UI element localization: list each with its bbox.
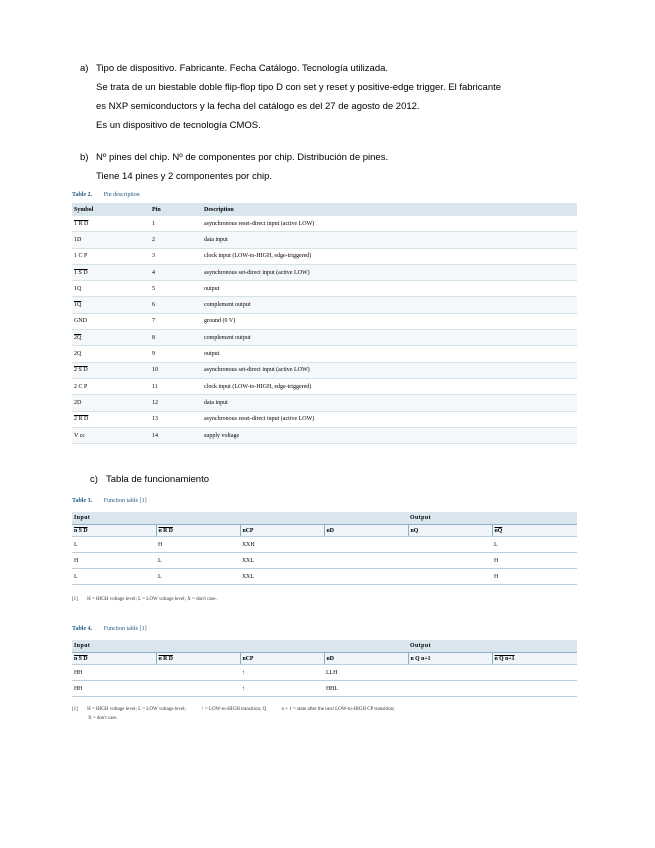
- table-row: [72, 264, 577, 280]
- table-cell: HH: [72, 681, 156, 697]
- pin-number: 12: [150, 395, 202, 411]
- pin-description-table: [72, 203, 577, 444]
- table-cell: [324, 537, 408, 553]
- output-group-header: Output: [408, 640, 577, 653]
- section-a-body-line: es NXP semiconductors y la fecha del catálogo es del 27 de agosto de 2012.: [96, 101, 420, 112]
- table-row: [72, 537, 577, 553]
- footnote-text: H = HIGH voltage level; L = LOW voltage level; X = don't care.: [87, 597, 217, 602]
- table-cell: H: [156, 537, 240, 553]
- footnote-mark: [1]: [72, 597, 78, 602]
- pin-symbol: GND: [72, 313, 150, 329]
- table-cell: H: [492, 553, 577, 569]
- pin-number: 1: [150, 216, 202, 232]
- table-cell: [408, 681, 492, 697]
- pin-number: 6: [150, 297, 202, 313]
- table-cell: ↑: [240, 665, 324, 681]
- function-table-3-caption-title: Function table [1]: [103, 498, 147, 504]
- table-cell: XXL: [240, 569, 324, 585]
- table-cell: [324, 553, 408, 569]
- pin-symbol: 1 S D: [72, 264, 150, 280]
- function-table-4-caption: [72, 626, 147, 632]
- column-header-row: [72, 525, 577, 537]
- section-a-label: a): [80, 63, 89, 74]
- table-cell: L: [492, 537, 577, 553]
- table-cell: [408, 569, 492, 585]
- table-row: [72, 248, 577, 264]
- table-row: [72, 346, 577, 362]
- table-cell: [156, 681, 240, 697]
- input-group-header: Input: [72, 512, 408, 525]
- pin-description: complement output: [202, 297, 577, 313]
- pin-table-header: Description: [202, 203, 577, 216]
- footnote-text: X = don't care.: [88, 716, 118, 721]
- column-header: n R D: [156, 653, 240, 665]
- table-row: [72, 681, 577, 697]
- table-cell: H: [492, 569, 577, 585]
- group-header-row: [72, 640, 577, 653]
- pin-description: clock input (LOW-to-HIGH, edge-triggered): [202, 378, 577, 394]
- function-table-4-caption-title: Function table [1]: [103, 626, 147, 632]
- pin-number: 11: [150, 378, 202, 394]
- pin-number: 7: [150, 313, 202, 329]
- function-table-3-caption: [72, 498, 147, 504]
- pin-table-caption: [72, 192, 140, 198]
- table-cell: L: [72, 537, 156, 553]
- table-cell: [492, 681, 577, 697]
- pin-description: supply voltage: [202, 427, 577, 443]
- pin-symbol: 1 C P: [72, 248, 150, 264]
- table-cell: ↑: [240, 681, 324, 697]
- table-cell: LLH: [324, 665, 408, 681]
- table-row: [72, 665, 577, 681]
- table-cell: L: [156, 569, 240, 585]
- footnote-text: H = HIGH voltage level; L = LOW voltage level;: [87, 707, 186, 712]
- column-header: nD: [324, 653, 408, 665]
- table-row: [72, 330, 577, 346]
- table-cell: [492, 665, 577, 681]
- column-header: nQ: [408, 525, 492, 537]
- pin-number: 4: [150, 264, 202, 280]
- section-c-label: c): [90, 474, 98, 485]
- table-row: [72, 281, 577, 297]
- pin-description: data input: [202, 232, 577, 248]
- pin-description: asynchronous set-direct input (active LOW): [202, 264, 577, 280]
- table-cell: XXL: [240, 553, 324, 569]
- pin-description: data input: [202, 395, 577, 411]
- table-cell: L: [72, 569, 156, 585]
- pin-description: output: [202, 281, 577, 297]
- pin-symbol: 1 R D: [72, 216, 150, 232]
- pin-description: output: [202, 346, 577, 362]
- table-cell: L: [156, 553, 240, 569]
- column-header: nCP: [240, 653, 324, 665]
- pin-number: 13: [150, 411, 202, 427]
- function-table-4-caption-number: Table 4.: [72, 626, 93, 632]
- pin-number: 2: [150, 232, 202, 248]
- section-c-title: Tabla de funcionamiento: [106, 474, 209, 485]
- column-header: n Q n+1: [492, 653, 577, 665]
- column-header: n S D: [72, 525, 156, 537]
- table-row: [72, 395, 577, 411]
- column-header-row: [72, 653, 577, 665]
- pin-number: 8: [150, 330, 202, 346]
- pin-description: complement output: [202, 330, 577, 346]
- table-cell: H: [72, 553, 156, 569]
- table-row: [72, 411, 577, 427]
- pin-symbol: 2 R D: [72, 411, 150, 427]
- table-cell: [408, 665, 492, 681]
- footnote-text: n + 1 = state after the next LOW-to-HIGH CP transition;: [281, 707, 395, 712]
- section-a-body-line: Es un dispositivo de tecnología CMOS.: [96, 120, 261, 131]
- table-row: [72, 553, 577, 569]
- table-cell: [408, 537, 492, 553]
- function-table-4-footnote-line-2: [88, 716, 118, 721]
- pin-table-caption-number: Table 2.: [72, 192, 93, 198]
- table-cell: [156, 665, 240, 681]
- column-header: nCP: [240, 525, 324, 537]
- pin-symbol: 2Q: [72, 346, 150, 362]
- table-cell: HHL: [324, 681, 408, 697]
- section-b-body-line: Tiene 14 pines y 2 componentes por chip.: [96, 171, 273, 182]
- column-header: n Q n+1: [408, 653, 492, 665]
- function-table-3-footnote: [72, 597, 217, 602]
- section-b-title: Nº pines del chip. Nº de componentes por chip. Distribución de pines.: [96, 152, 389, 163]
- pin-table-header: Pin: [150, 203, 202, 216]
- output-group-header: Output: [408, 512, 577, 525]
- pin-symbol: 1Q: [72, 281, 150, 297]
- pin-number: 9: [150, 346, 202, 362]
- pin-number: 14: [150, 427, 202, 443]
- table-row: [72, 569, 577, 585]
- column-header: $\overline{nQ}$: [492, 525, 577, 537]
- table-row: [72, 232, 577, 248]
- pin-symbol: 1Q: [72, 297, 150, 313]
- table-row: [72, 378, 577, 394]
- function-table-3: [72, 512, 577, 585]
- table-row: [72, 362, 577, 378]
- table-row: [72, 427, 577, 443]
- function-table-4-footnote: [72, 707, 395, 712]
- table-cell: [408, 553, 492, 569]
- column-header: nD: [324, 525, 408, 537]
- table-row: [72, 216, 577, 232]
- table-row: [72, 297, 577, 313]
- footnote-text: ↑ = LOW-to-HIGH transition; Q: [201, 707, 267, 712]
- pin-number: 10: [150, 362, 202, 378]
- table-cell: HH: [72, 665, 156, 681]
- pin-description: asynchronous reset-direct input (active LOW): [202, 411, 577, 427]
- pin-table-caption-title: Pin description: [103, 192, 140, 198]
- function-table-3-caption-number: Table 3.: [72, 498, 93, 504]
- pin-symbol: 2Q: [72, 330, 150, 346]
- pin-description: asynchronous set-direct input (active LOW): [202, 362, 577, 378]
- pin-symbol: V cc: [72, 427, 150, 443]
- footnote-mark: [1]: [72, 707, 78, 712]
- function-table-4: [72, 640, 577, 697]
- section-a-body-line: Se trata de un biestable doble flip-flop tipo D con set y reset y positive-edge trigger. El fabricante: [96, 82, 502, 93]
- column-header: n S D: [72, 653, 156, 665]
- pin-number: 5: [150, 281, 202, 297]
- group-header-row: [72, 512, 577, 525]
- pin-symbol: 2 S D: [72, 362, 150, 378]
- table-row: [72, 313, 577, 329]
- pin-description: ground (0 V): [202, 313, 577, 329]
- section-b-label: b): [80, 152, 89, 163]
- pin-number: 3: [150, 248, 202, 264]
- section-a-title: Tipo de dispositivo. Fabricante. Fecha Catálogo. Tecnología utilizada.: [96, 63, 389, 74]
- pin-description: asynchronous reset-direct input (active LOW): [202, 216, 577, 232]
- pin-description: clock input (LOW-to-HIGH, edge-triggered): [202, 248, 577, 264]
- pin-symbol: 2 C P: [72, 378, 150, 394]
- pin-table-header: Symbol: [72, 203, 150, 216]
- pin-symbol: 2D: [72, 395, 150, 411]
- table-cell: XXH: [240, 537, 324, 553]
- table-cell: [324, 569, 408, 585]
- pin-table-header-row: [72, 203, 577, 216]
- input-group-header: Input: [72, 640, 408, 653]
- column-header: n R D: [156, 525, 240, 537]
- pin-symbol: 1D: [72, 232, 150, 248]
